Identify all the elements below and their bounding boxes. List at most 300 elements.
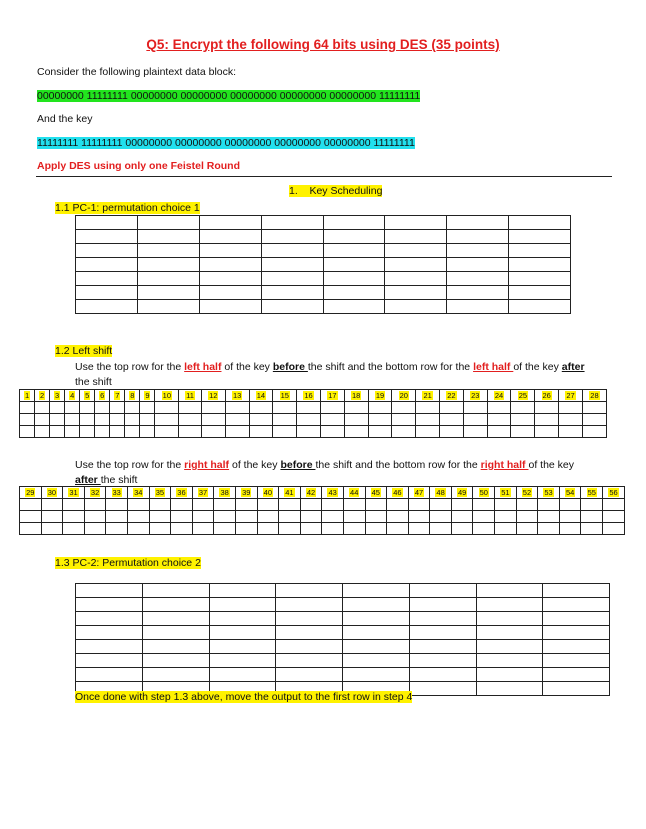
- bit-cell[interactable]: [516, 511, 538, 523]
- bit-cell[interactable]: [149, 523, 171, 535]
- bit-cell[interactable]: [440, 402, 464, 414]
- table-cell[interactable]: [142, 668, 209, 682]
- table-cell[interactable]: [142, 626, 209, 640]
- table-cell[interactable]: [409, 584, 476, 598]
- bit-cell[interactable]: [300, 499, 322, 511]
- table-cell[interactable]: [76, 654, 143, 668]
- pc1-table: [75, 215, 571, 314]
- bit-cell[interactable]: [257, 499, 279, 511]
- bit-cell[interactable]: [300, 523, 322, 535]
- table-cell[interactable]: [261, 244, 323, 258]
- table-cell[interactable]: [137, 230, 199, 244]
- table-cell[interactable]: [209, 654, 276, 668]
- bit-cell[interactable]: [487, 414, 511, 426]
- table-cell[interactable]: [385, 286, 447, 300]
- bit-cell[interactable]: [214, 499, 236, 511]
- bit-cell[interactable]: [344, 414, 368, 426]
- bit-cell[interactable]: [41, 523, 63, 535]
- table-cell[interactable]: [447, 230, 509, 244]
- bit-cell[interactable]: [35, 426, 50, 438]
- table-cell[interactable]: [409, 626, 476, 640]
- bit-cell[interactable]: [392, 426, 416, 438]
- bit-cell[interactable]: [343, 511, 365, 523]
- bit-cell[interactable]: [20, 523, 42, 535]
- bit-cell[interactable]: [179, 402, 202, 414]
- bit-cell[interactable]: [322, 523, 344, 535]
- bit-cell[interactable]: [511, 426, 535, 438]
- table-cell[interactable]: [209, 640, 276, 654]
- bit-cell[interactable]: [473, 511, 495, 523]
- bit-cell[interactable]: [63, 523, 85, 535]
- table-cell[interactable]: [276, 626, 343, 640]
- table-cell[interactable]: [323, 300, 385, 314]
- bit-cell[interactable]: [149, 499, 171, 511]
- table-cell[interactable]: [409, 612, 476, 626]
- bit-cell[interactable]: [140, 402, 155, 414]
- bit-cell[interactable]: [127, 499, 149, 511]
- table-cell[interactable]: [323, 258, 385, 272]
- bit-cell[interactable]: [559, 499, 581, 511]
- bit-cell[interactable]: [487, 426, 511, 438]
- bit-index: 19: [375, 391, 385, 400]
- bit-cell[interactable]: [20, 414, 35, 426]
- table-cell[interactable]: [137, 286, 199, 300]
- table-row: [76, 598, 610, 612]
- bit-cell[interactable]: [201, 414, 225, 426]
- bit-cell[interactable]: [408, 511, 430, 523]
- table-cell[interactable]: [476, 682, 543, 696]
- bit-cell[interactable]: [50, 414, 65, 426]
- bit-cell[interactable]: [344, 402, 368, 414]
- bit-cell[interactable]: [365, 499, 387, 511]
- table-cell[interactable]: [261, 272, 323, 286]
- table-cell[interactable]: [476, 654, 543, 668]
- bit-cell[interactable]: [473, 523, 495, 535]
- bit-cell[interactable]: [50, 426, 65, 438]
- table-cell[interactable]: [476, 584, 543, 598]
- bit-cell[interactable]: [559, 523, 581, 535]
- table-cell[interactable]: [199, 216, 261, 230]
- bit-cell[interactable]: [538, 523, 560, 535]
- table-cell[interactable]: [476, 598, 543, 612]
- table-cell[interactable]: [76, 272, 138, 286]
- bit-index: 30: [47, 488, 57, 497]
- table-cell[interactable]: [323, 244, 385, 258]
- table-cell[interactable]: [543, 640, 610, 654]
- bit-cell[interactable]: [110, 414, 125, 426]
- table-cell[interactable]: [142, 654, 209, 668]
- table-cell[interactable]: [447, 286, 509, 300]
- bit-cell[interactable]: [392, 402, 416, 414]
- table-cell[interactable]: [343, 668, 410, 682]
- bit-cell[interactable]: [50, 402, 65, 414]
- bit-cell[interactable]: [95, 426, 110, 438]
- bit-cell[interactable]: [343, 499, 365, 511]
- table-cell[interactable]: [76, 626, 143, 640]
- table-cell[interactable]: [385, 244, 447, 258]
- bit-cell[interactable]: [603, 523, 625, 535]
- bit-index: 3: [55, 391, 60, 400]
- bit-cell[interactable]: [320, 414, 344, 426]
- bit-cell[interactable]: [320, 426, 344, 438]
- bit-cell[interactable]: [387, 511, 409, 523]
- bit-cell[interactable]: [80, 414, 95, 426]
- table-cell[interactable]: [343, 598, 410, 612]
- key-block: 11111111 11111111 00000000 00000000 00000000 00000000 00000000 11111111: [37, 137, 415, 149]
- bit-cell[interactable]: [235, 511, 257, 523]
- bit-cell[interactable]: [451, 523, 473, 535]
- table-cell[interactable]: [199, 300, 261, 314]
- table-cell[interactable]: [409, 640, 476, 654]
- bit-cell[interactable]: [416, 426, 440, 438]
- bit-cell[interactable]: [20, 402, 35, 414]
- bit-cell[interactable]: [581, 499, 603, 511]
- bit-cell[interactable]: [106, 511, 128, 523]
- table-cell[interactable]: [385, 216, 447, 230]
- table-cell[interactable]: [261, 216, 323, 230]
- bit-index: 50: [479, 488, 488, 497]
- table-cell[interactable]: [76, 216, 138, 230]
- table-cell[interactable]: [409, 668, 476, 682]
- table-cell[interactable]: [509, 272, 571, 286]
- bit-cell[interactable]: [368, 402, 392, 414]
- table-cell[interactable]: [261, 300, 323, 314]
- table-cell[interactable]: [509, 300, 571, 314]
- table-cell[interactable]: [76, 300, 138, 314]
- bit-cell[interactable]: [343, 523, 365, 535]
- bit-cell[interactable]: [20, 499, 42, 511]
- bit-cell[interactable]: [80, 426, 95, 438]
- table-cell[interactable]: [209, 584, 276, 598]
- bit-cell[interactable]: [495, 511, 517, 523]
- bit-cell[interactable]: [110, 426, 125, 438]
- bit-cell[interactable]: [322, 499, 344, 511]
- table-cell[interactable]: [137, 258, 199, 272]
- bit-cell[interactable]: [110, 402, 125, 414]
- bit-cell[interactable]: [487, 402, 511, 414]
- bit-cell[interactable]: [279, 499, 301, 511]
- table-cell[interactable]: [209, 598, 276, 612]
- table-cell[interactable]: [76, 668, 143, 682]
- bit-cell[interactable]: [192, 523, 214, 535]
- table-cell[interactable]: [476, 640, 543, 654]
- bit-cell[interactable]: [225, 426, 249, 438]
- bit-cell[interactable]: [84, 499, 106, 511]
- bit-cell[interactable]: [273, 426, 297, 438]
- table-cell[interactable]: [76, 258, 138, 272]
- table-cell[interactable]: [543, 584, 610, 598]
- bit-cell[interactable]: [392, 414, 416, 426]
- bit-cell[interactable]: [95, 414, 110, 426]
- bit-cell[interactable]: [416, 402, 440, 414]
- table-cell[interactable]: [276, 598, 343, 612]
- table-cell[interactable]: [543, 626, 610, 640]
- table-cell[interactable]: [209, 668, 276, 682]
- bit-cell[interactable]: [430, 499, 452, 511]
- table-cell[interactable]: [199, 258, 261, 272]
- table-cell[interactable]: [323, 272, 385, 286]
- bit-cell[interactable]: [387, 499, 409, 511]
- table-cell[interactable]: [509, 258, 571, 272]
- bit-index: 56: [609, 488, 618, 497]
- table-cell[interactable]: [209, 626, 276, 640]
- bit-cell[interactable]: [273, 402, 297, 414]
- bit-cell[interactable]: [440, 426, 464, 438]
- bit-cell[interactable]: [451, 499, 473, 511]
- table-cell[interactable]: [199, 286, 261, 300]
- bit-cell[interactable]: [516, 523, 538, 535]
- bit-cell[interactable]: [538, 499, 560, 511]
- table-cell[interactable]: [509, 216, 571, 230]
- bit-index: 49: [458, 488, 467, 497]
- table-cell[interactable]: [476, 668, 543, 682]
- bit-cell[interactable]: [63, 511, 85, 523]
- bit-cell[interactable]: [538, 511, 560, 523]
- table-cell[interactable]: [343, 640, 410, 654]
- bit-cell[interactable]: [368, 426, 392, 438]
- bit-cell[interactable]: [140, 414, 155, 426]
- table-cell[interactable]: [76, 244, 138, 258]
- table-cell[interactable]: [76, 230, 138, 244]
- table-cell[interactable]: [199, 244, 261, 258]
- bit-cell[interactable]: [214, 511, 236, 523]
- table-cell[interactable]: [447, 300, 509, 314]
- bit-cell[interactable]: [84, 523, 106, 535]
- table-cell[interactable]: [476, 612, 543, 626]
- bit-cell[interactable]: [63, 499, 85, 511]
- bit-cell[interactable]: [95, 402, 110, 414]
- table-cell[interactable]: [276, 584, 343, 598]
- bit-cell[interactable]: [140, 426, 155, 438]
- bit-cell[interactable]: [41, 499, 63, 511]
- bit-cell[interactable]: [201, 402, 225, 414]
- bit-cell[interactable]: [127, 511, 149, 523]
- bit-cell[interactable]: [473, 499, 495, 511]
- table-cell[interactable]: [199, 230, 261, 244]
- bit-cell[interactable]: [65, 426, 80, 438]
- divider: [36, 176, 612, 177]
- bit-cell[interactable]: [179, 426, 202, 438]
- table-cell[interactable]: [447, 258, 509, 272]
- bit-cell[interactable]: [41, 511, 63, 523]
- table-cell[interactable]: [261, 286, 323, 300]
- bit-cell[interactable]: [535, 414, 559, 426]
- bit-cell[interactable]: [408, 499, 430, 511]
- table-cell[interactable]: [76, 286, 138, 300]
- bit-cell[interactable]: [257, 511, 279, 523]
- bit-cell[interactable]: [416, 414, 440, 426]
- bit-cell[interactable]: [344, 426, 368, 438]
- bit-cell[interactable]: [257, 523, 279, 535]
- bit-cell[interactable]: [35, 414, 50, 426]
- table-cell[interactable]: [409, 654, 476, 668]
- bit-cell[interactable]: [171, 511, 193, 523]
- bit-cell[interactable]: [582, 426, 606, 438]
- bit-cell[interactable]: [249, 402, 273, 414]
- bit-index: 38: [220, 488, 229, 497]
- bit-cell[interactable]: [582, 414, 606, 426]
- table-cell[interactable]: [199, 272, 261, 286]
- table-cell[interactable]: [142, 598, 209, 612]
- bit-cell[interactable]: [235, 523, 257, 535]
- table-cell[interactable]: [343, 626, 410, 640]
- table-cell[interactable]: [509, 230, 571, 244]
- table-cell[interactable]: [343, 584, 410, 598]
- bit-cell[interactable]: [201, 426, 225, 438]
- bit-cell[interactable]: [249, 414, 273, 426]
- bit-cell[interactable]: [297, 426, 321, 438]
- bit-cell[interactable]: [297, 414, 321, 426]
- table-row: [76, 668, 610, 682]
- bit-cell[interactable]: [192, 511, 214, 523]
- bit-cell[interactable]: [511, 402, 535, 414]
- bit-cell[interactable]: [582, 402, 606, 414]
- bit-cell[interactable]: [125, 426, 140, 438]
- bit-cell[interactable]: [84, 511, 106, 523]
- bit-cell[interactable]: [365, 511, 387, 523]
- bit-index: 26: [542, 391, 551, 400]
- table-cell[interactable]: [543, 598, 610, 612]
- bit-cell[interactable]: [430, 523, 452, 535]
- bit-cell[interactable]: [368, 414, 392, 426]
- bit-cell[interactable]: [35, 402, 50, 414]
- bit-cell[interactable]: [106, 523, 128, 535]
- bit-cell[interactable]: [179, 414, 202, 426]
- bit-cell[interactable]: [273, 414, 297, 426]
- bit-cell[interactable]: [106, 499, 128, 511]
- table-cell[interactable]: [447, 272, 509, 286]
- table-cell[interactable]: [137, 216, 199, 230]
- table-cell[interactable]: [137, 244, 199, 258]
- bit-cell[interactable]: [279, 511, 301, 523]
- table-cell[interactable]: [509, 286, 571, 300]
- bit-cell[interactable]: [559, 414, 583, 426]
- bit-cell[interactable]: [249, 426, 273, 438]
- table-cell[interactable]: [385, 230, 447, 244]
- bit-cell[interactable]: [408, 523, 430, 535]
- bit-cell[interactable]: [463, 426, 487, 438]
- table-cell[interactable]: [276, 654, 343, 668]
- table-cell[interactable]: [76, 640, 143, 654]
- bit-cell[interactable]: [430, 511, 452, 523]
- table-cell[interactable]: [276, 640, 343, 654]
- table-cell[interactable]: [447, 244, 509, 258]
- bit-cell[interactable]: [495, 499, 517, 511]
- table-cell[interactable]: [142, 584, 209, 598]
- bit-cell[interactable]: [320, 402, 344, 414]
- bit-cell[interactable]: [125, 414, 140, 426]
- bit-index: 52: [522, 488, 532, 497]
- bit-cell[interactable]: [387, 523, 409, 535]
- table-cell[interactable]: [543, 682, 610, 696]
- bit-cell[interactable]: [516, 499, 538, 511]
- table-cell[interactable]: [323, 230, 385, 244]
- bit-index: 29: [26, 488, 35, 497]
- bit-cell[interactable]: [279, 523, 301, 535]
- bit-cell[interactable]: [214, 523, 236, 535]
- bit-cell[interactable]: [581, 523, 603, 535]
- table-cell[interactable]: [76, 584, 143, 598]
- table-row: [76, 612, 610, 626]
- bit-cell[interactable]: [559, 426, 583, 438]
- bit-cell[interactable]: [559, 402, 583, 414]
- bit-cell[interactable]: [225, 414, 249, 426]
- table-cell[interactable]: [543, 654, 610, 668]
- table-cell[interactable]: [409, 682, 476, 696]
- table-cell[interactable]: [543, 612, 610, 626]
- bit-cell[interactable]: [155, 402, 179, 414]
- table-cell[interactable]: [509, 244, 571, 258]
- bit-cell[interactable]: [20, 511, 42, 523]
- bit-cell[interactable]: [451, 511, 473, 523]
- table-cell[interactable]: [543, 668, 610, 682]
- table-cell[interactable]: [323, 286, 385, 300]
- table-cell[interactable]: [343, 612, 410, 626]
- bit-cell[interactable]: [322, 511, 344, 523]
- table-cell[interactable]: [209, 612, 276, 626]
- table-cell[interactable]: [261, 258, 323, 272]
- table-cell[interactable]: [76, 612, 143, 626]
- bit-cell[interactable]: [192, 499, 214, 511]
- table-cell[interactable]: [261, 230, 323, 244]
- bit-cell[interactable]: [511, 414, 535, 426]
- bit-cell[interactable]: [225, 402, 249, 414]
- bit-cell[interactable]: [171, 499, 193, 511]
- bit-cell[interactable]: [603, 499, 625, 511]
- table-cell[interactable]: [385, 300, 447, 314]
- bit-cell[interactable]: [235, 499, 257, 511]
- bit-cell[interactable]: [155, 414, 179, 426]
- bit-index: 4: [70, 391, 75, 400]
- bit-cell[interactable]: [155, 426, 179, 438]
- table-cell[interactable]: [76, 598, 143, 612]
- bit-cell[interactable]: [300, 511, 322, 523]
- table-cell[interactable]: [385, 272, 447, 286]
- table-cell[interactable]: [276, 612, 343, 626]
- bit-cell[interactable]: [535, 426, 559, 438]
- bit-cell[interactable]: [65, 414, 80, 426]
- bit-cell[interactable]: [603, 511, 625, 523]
- bit-cell[interactable]: [463, 414, 487, 426]
- bit-cell[interactable]: [80, 402, 95, 414]
- bit-cell[interactable]: [125, 402, 140, 414]
- table-cell[interactable]: [447, 216, 509, 230]
- table-cell[interactable]: [323, 216, 385, 230]
- bit-cell[interactable]: [463, 402, 487, 414]
- table-cell[interactable]: [142, 640, 209, 654]
- bit-cell[interactable]: [297, 402, 321, 414]
- table-cell[interactable]: [343, 654, 410, 668]
- bit-cell[interactable]: [149, 511, 171, 523]
- table-cell[interactable]: [409, 598, 476, 612]
- bit-cell[interactable]: [495, 523, 517, 535]
- bit-cell[interactable]: [365, 523, 387, 535]
- bit-cell[interactable]: [171, 523, 193, 535]
- bit-cell[interactable]: [559, 511, 581, 523]
- bit-cell[interactable]: [127, 523, 149, 535]
- bit-cell[interactable]: [535, 402, 559, 414]
- table-cell[interactable]: [276, 668, 343, 682]
- bit-cell[interactable]: [440, 414, 464, 426]
- bit-cell[interactable]: [581, 511, 603, 523]
- table-cell[interactable]: [142, 612, 209, 626]
- bit-cell[interactable]: [65, 402, 80, 414]
- bit-cell[interactable]: [20, 426, 35, 438]
- table-cell[interactable]: [137, 272, 199, 286]
- table-cell[interactable]: [476, 626, 543, 640]
- table-cell[interactable]: [137, 300, 199, 314]
- table-cell[interactable]: [385, 258, 447, 272]
